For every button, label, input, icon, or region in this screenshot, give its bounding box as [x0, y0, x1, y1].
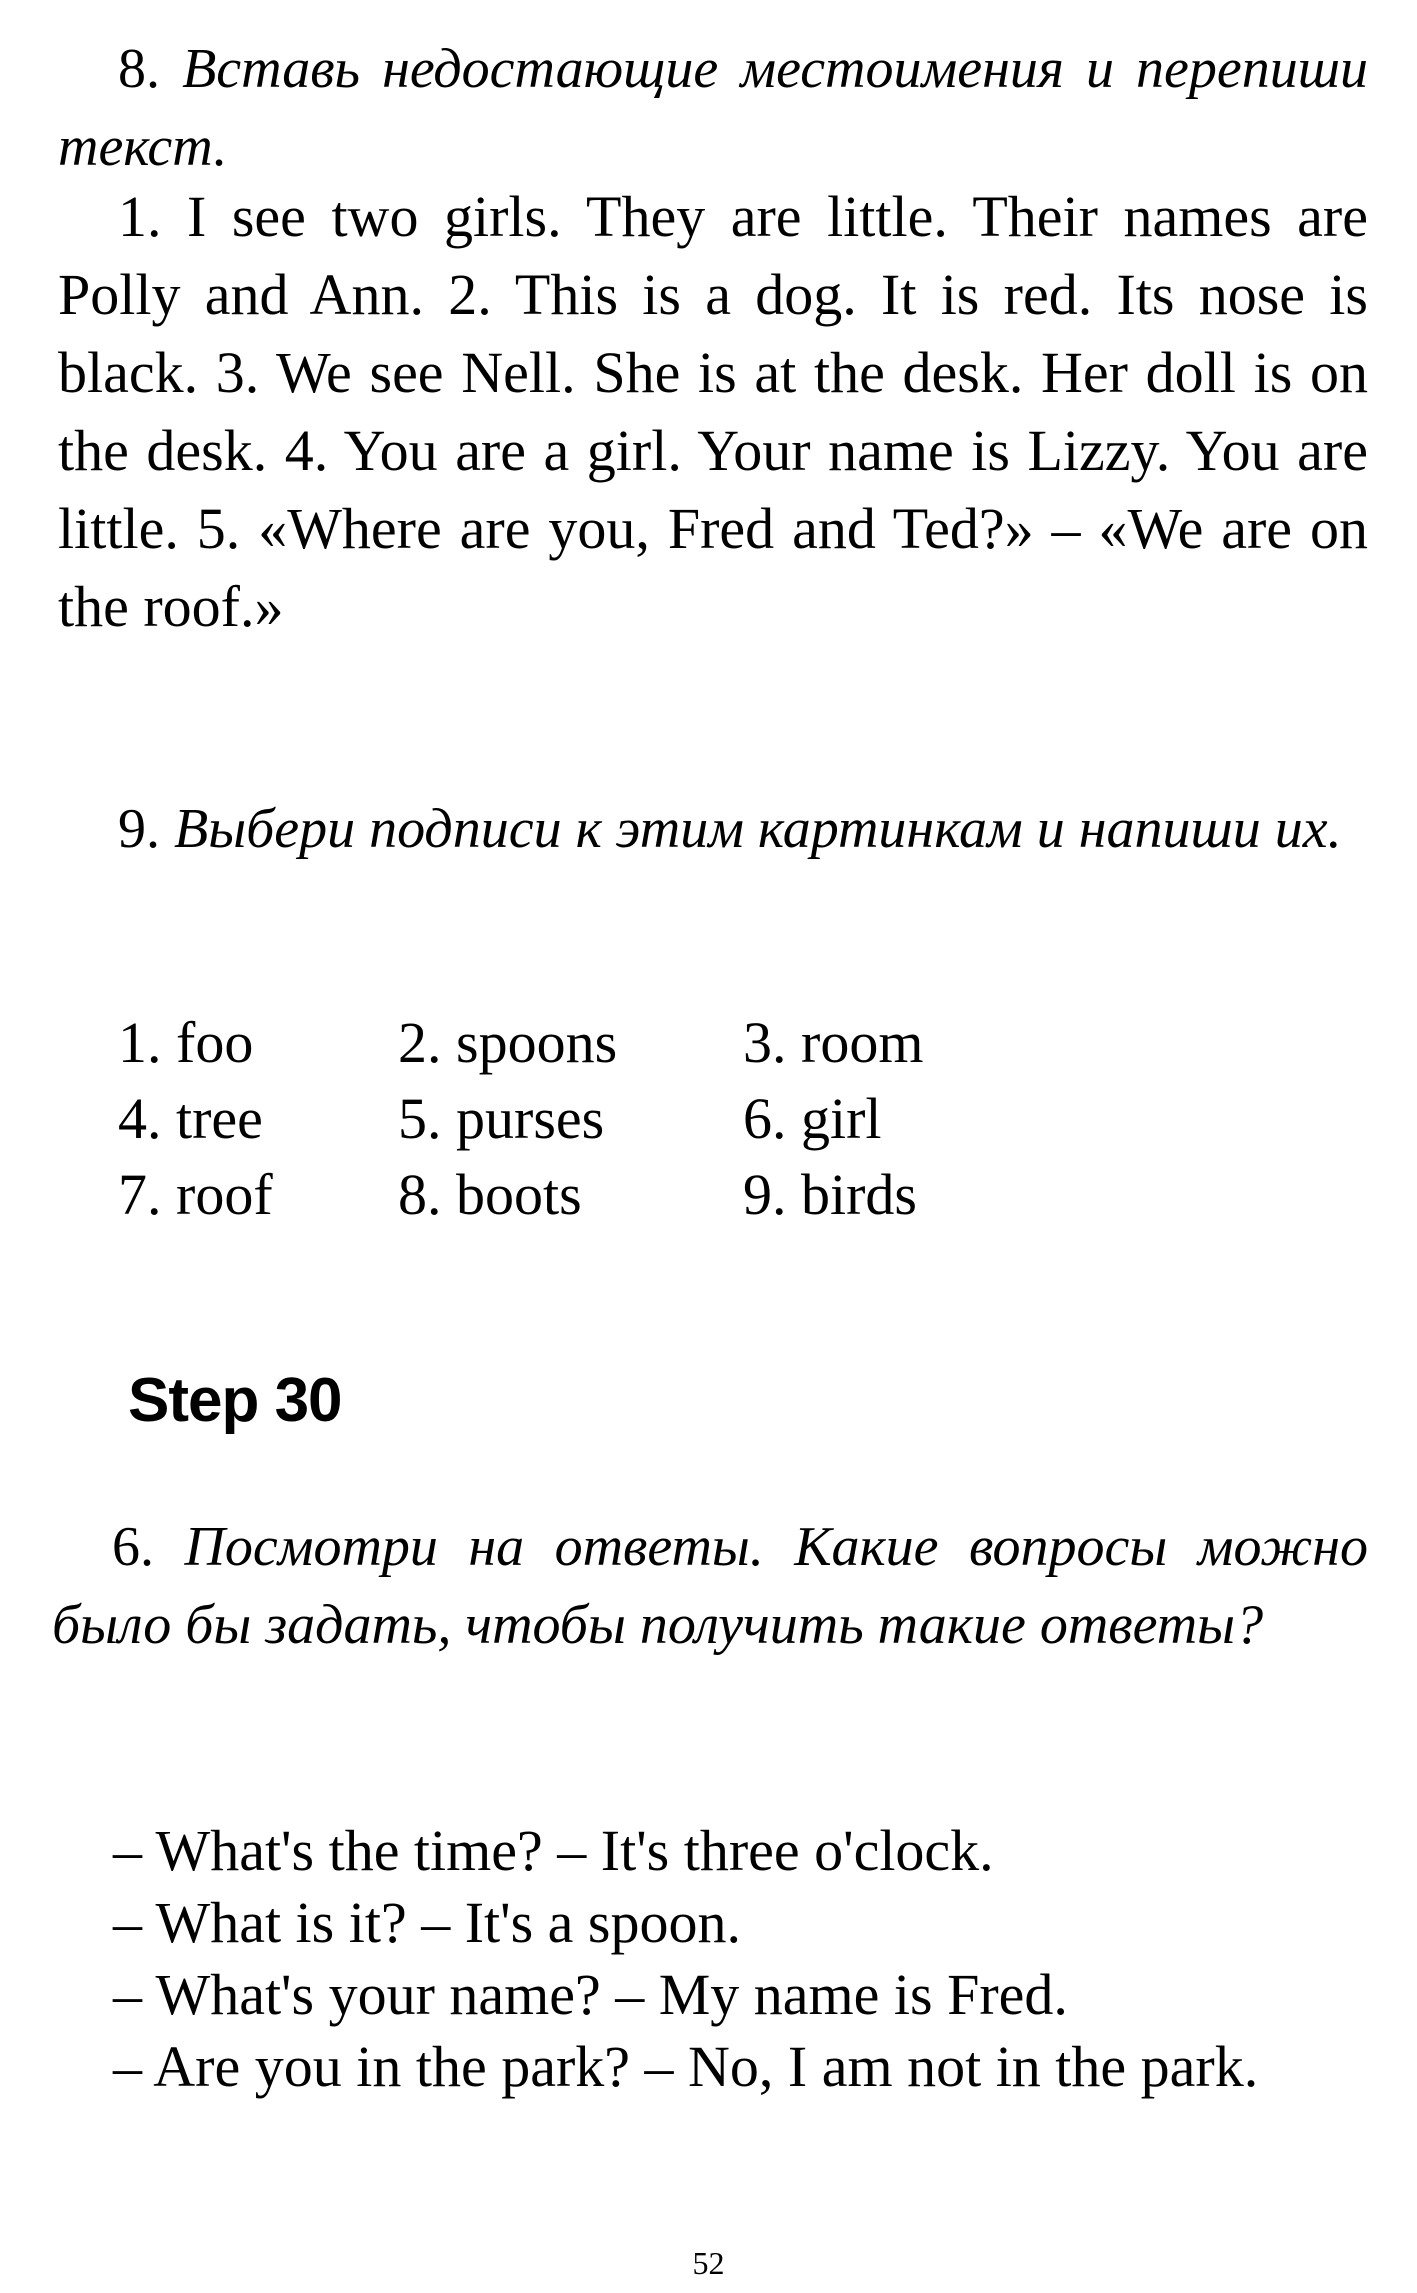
exercise-9-word-list [118, 1005, 1043, 1233]
exercise-8-number: 8. [118, 38, 160, 100]
dialog-line: – What's your name? – My name is Fred. [113, 1962, 1068, 2027]
dialog-line: – Are you in the park? – No, I am not in the park. [113, 2034, 1259, 2099]
exercise-9-instruction [58, 790, 1368, 868]
word-item: 1. foo [118, 1010, 254, 1075]
word-item: 7. roof [118, 1162, 273, 1227]
exercise-6-instruction-text: Посмотри на ответы. Какие вопросы можно было бы задать, чтобы получить такие ответы? [52, 1516, 1369, 1656]
exercise-9-number: 9. [118, 798, 160, 860]
exercise-8 [58, 30, 1368, 186]
exercise-8-instruction [58, 30, 1368, 186]
exercise-9 [58, 790, 1368, 868]
exercise-9-instruction-text: Выбери подписи к этим картинкам и напиши их. [174, 798, 1342, 860]
dialog-line: – What is it? – It's a spoon. [113, 1890, 741, 1955]
word-item: 2. spoons [398, 1010, 618, 1075]
exercise-8-instruction-text: Вставь недостающие местоимения и перепиши текст. [58, 38, 1368, 178]
exercise-6 [52, 1508, 1368, 1664]
page-number: 52 [692, 2245, 725, 2281]
word-item: 4. tree [118, 1086, 263, 1151]
exercise-8-text: 1. I see two girls. They are little. Their names are Polly and Ann. 2. This is a dog. It is red. Its nose is black. 3. We see Nell. She is at the desk. Her doll is on the desk. 4. You are a girl. Your name is Lizzy. You are little. 5. «Where are you, Fred and Ted?» – «We are on the roof.» [58, 184, 1368, 639]
word-item: 9. birds [743, 1162, 917, 1227]
exercise-8-text-block [58, 178, 1368, 646]
word-item: 6. girl [743, 1086, 882, 1151]
word-item: 8. boots [398, 1162, 582, 1227]
step-heading: Step 30 [128, 1366, 342, 1435]
word-item: 5. purses [398, 1086, 605, 1151]
exercise-6-dialog [48, 1815, 1368, 2103]
exercise-6-number: 6. [112, 1516, 154, 1578]
dialog-line: – What's the time? – It's three o'clock. [113, 1818, 994, 1883]
word-item: 3. room [743, 1010, 924, 1075]
exercise-6-instruction [52, 1508, 1368, 1664]
